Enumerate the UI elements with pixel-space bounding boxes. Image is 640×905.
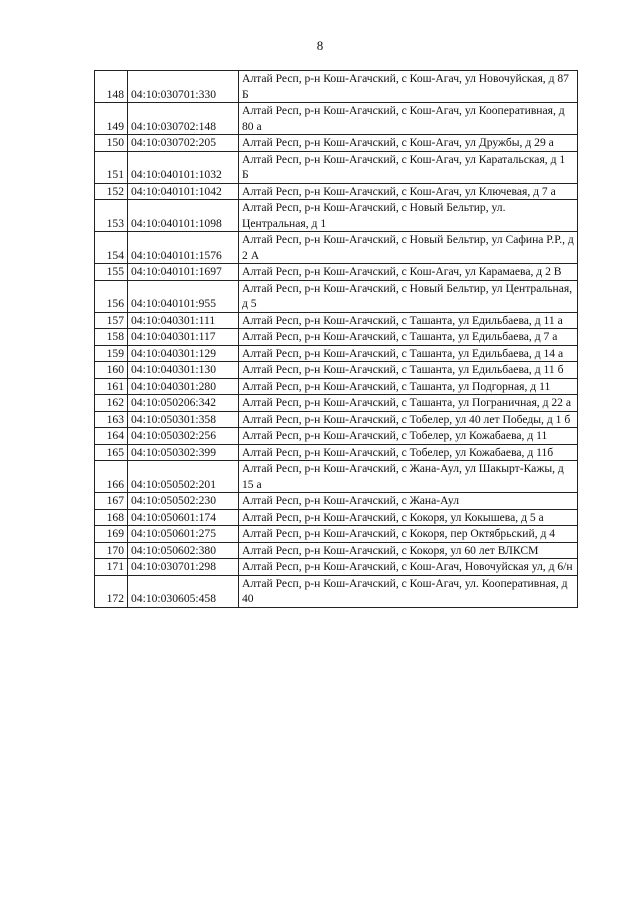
row-number: 158 [95,329,128,346]
cadastral-number: 04:10:040101:1576 [128,232,239,264]
cadastral-number: 04:10:050601:174 [128,509,239,526]
cadastral-number: 04:10:040101:1032 [128,151,239,183]
address: Алтай Респ, р-н Кош-Агачский, с Кокоря, ул Кокышева, д 5 а [239,509,578,526]
row-number: 172 [95,575,128,607]
address: Алтай Респ, р-н Кош-Агачский, с Кокоря, пер Октябрьский, д 4 [239,526,578,543]
cadastral-number: 04:10:050502:201 [128,461,239,493]
table-row [95,312,578,329]
cadastral-number: 04:10:050206:342 [128,395,239,412]
table-row [95,200,578,232]
row-number: 171 [95,559,128,576]
cadastral-number: 04:10:040301:129 [128,345,239,362]
row-number: 164 [95,428,128,445]
cadastral-number: 04:10:050502:230 [128,493,239,510]
row-number: 169 [95,526,128,543]
row-number: 149 [95,103,128,135]
address: Алтай Респ, р-н Кош-Агачский, с Кош-Агач, ул Каратальская, д 1 Б [239,151,578,183]
table-row [95,264,578,281]
address: Алтай Респ, р-н Кош-Агачский, с Тобелер, ул 40 лет Победы, д 1 б [239,411,578,428]
row-number: 161 [95,378,128,395]
registry-table-body [95,71,578,608]
row-number: 152 [95,183,128,200]
cadastral-number: 04:10:040301:117 [128,329,239,346]
address: Алтай Респ, р-н Кош-Агачский, с Ташанта, ул Едильбаева, д 11 б [239,362,578,379]
cadastral-number: 04:10:030701:298 [128,559,239,576]
table-row [95,575,578,607]
address: Алтай Респ, р-н Кош-Агачский, с Новый Бельтир, ул Сафина Р.Р., д 2 А [239,232,578,264]
table-row [95,135,578,152]
table-row [95,444,578,461]
table-row [95,378,578,395]
table-row [95,103,578,135]
address: Алтай Респ, р-н Кош-Агачский, с Кош-Агач, ул Карамаева, д 2 В [239,264,578,281]
table-row [95,362,578,379]
row-number: 163 [95,411,128,428]
page-number: 8 [316,38,324,53]
address: Алтай Респ, р-н Кош-Агачский, с Ташанта, ул Едильбаева, д 7 а [239,329,578,346]
table-row [95,509,578,526]
address: Алтай Респ, р-н Кош-Агачский, с Кош-Агач, ул Новочуйская, д 87 Б [239,71,578,103]
row-number: 165 [95,444,128,461]
cadastral-number: 04:10:050302:256 [128,428,239,445]
row-number: 155 [95,264,128,281]
row-number: 166 [95,461,128,493]
cadastral-number: 04:10:040301:280 [128,378,239,395]
address: Алтай Респ, р-н Кош-Агачский, с Новый Бельтир, ул. Центральная, д 1 [239,200,578,232]
registry-table [94,70,578,608]
address: Алтай Респ, р-н Кош-Агачский, с Кош-Агач, ул Кооперативная, д 80 а [239,103,578,135]
row-number: 157 [95,312,128,329]
address: Алтай Респ, р-н Кош-Агачский, с Жана-Аул, ул Шакырт-Кажы, д 15 а [239,461,578,493]
cadastral-number: 04:10:030702:205 [128,135,239,152]
address: Алтай Респ, р-н Кош-Агачский, с Тобелер, ул Кожабаева, д 11б [239,444,578,461]
row-number: 168 [95,509,128,526]
address: Алтай Респ, р-н Кош-Агачский, с Кош-Агач, ул. Кооперативная, д 40 [239,575,578,607]
cadastral-number: 04:10:050601:275 [128,526,239,543]
row-number: 148 [95,71,128,103]
table-row [95,345,578,362]
address: Алтай Респ, р-н Кош-Агачский, с Жана-Аул [239,493,578,510]
cadastral-number: 04:10:040301:111 [128,312,239,329]
table-row [95,526,578,543]
table-row [95,461,578,493]
table-row [95,559,578,576]
row-number: 150 [95,135,128,152]
cadastral-number: 04:10:050302:399 [128,444,239,461]
address: Алтай Респ, р-н Кош-Агачский, с Кокоря, ул 60 лет ВЛКСМ [239,542,578,559]
table-row [95,493,578,510]
cadastral-number: 04:10:040101:1098 [128,200,239,232]
row-number: 160 [95,362,128,379]
cadastral-number: 04:10:040101:1042 [128,183,239,200]
cadastral-number: 04:10:030702:148 [128,103,239,135]
row-number: 170 [95,542,128,559]
table-row [95,411,578,428]
address: Алтай Респ, р-н Кош-Агачский, с Кош-Агач, Новочуйская ул, д 6/н [239,559,578,576]
row-number: 151 [95,151,128,183]
cadastral-number: 04:10:030605:458 [128,575,239,607]
cadastral-number: 04:10:030701:330 [128,71,239,103]
table-row [95,395,578,412]
address: Алтай Респ, р-н Кош-Агачский, с Ташанта, ул Пограничная, д 22 а [239,395,578,412]
address: Алтай Респ, р-н Кош-Агачский, с Новый Бельтир, ул Центральная, д 5 [239,280,578,312]
row-number: 159 [95,345,128,362]
table-row [95,329,578,346]
cadastral-number: 04:10:040101:1697 [128,264,239,281]
row-number: 153 [95,200,128,232]
cadastral-number: 04:10:040101:955 [128,280,239,312]
table-row [95,183,578,200]
row-number: 154 [95,232,128,264]
row-number: 156 [95,280,128,312]
address: Алтай Респ, р-н Кош-Агачский, с Кош-Агач, ул Дружбы, д 29 а [239,135,578,152]
row-number: 162 [95,395,128,412]
table-row [95,280,578,312]
address: Алтай Респ, р-н Кош-Агачский, с Ташанта, ул Едильбаева, д 11 а [239,312,578,329]
address: Алтай Респ, р-н Кош-Агачский, с Тобелер, ул Кожабаева, д 11 [239,428,578,445]
address: Алтай Респ, р-н Кош-Агачский, с Ташанта, ул Подгорная, д 11 [239,378,578,395]
table-row [95,151,578,183]
address: Алтай Респ, р-н Кош-Агачский, с Кош-Агач, ул Ключевая, д 7 а [239,183,578,200]
row-number: 167 [95,493,128,510]
cadastral-number: 04:10:050301:358 [128,411,239,428]
cadastral-number: 04:10:050602:380 [128,542,239,559]
table-row [95,232,578,264]
table-row [95,71,578,103]
address: Алтай Респ, р-н Кош-Агачский, с Ташанта, ул Едильбаева, д 14 а [239,345,578,362]
table-row [95,428,578,445]
cadastral-number: 04:10:040301:130 [128,362,239,379]
table-row [95,542,578,559]
